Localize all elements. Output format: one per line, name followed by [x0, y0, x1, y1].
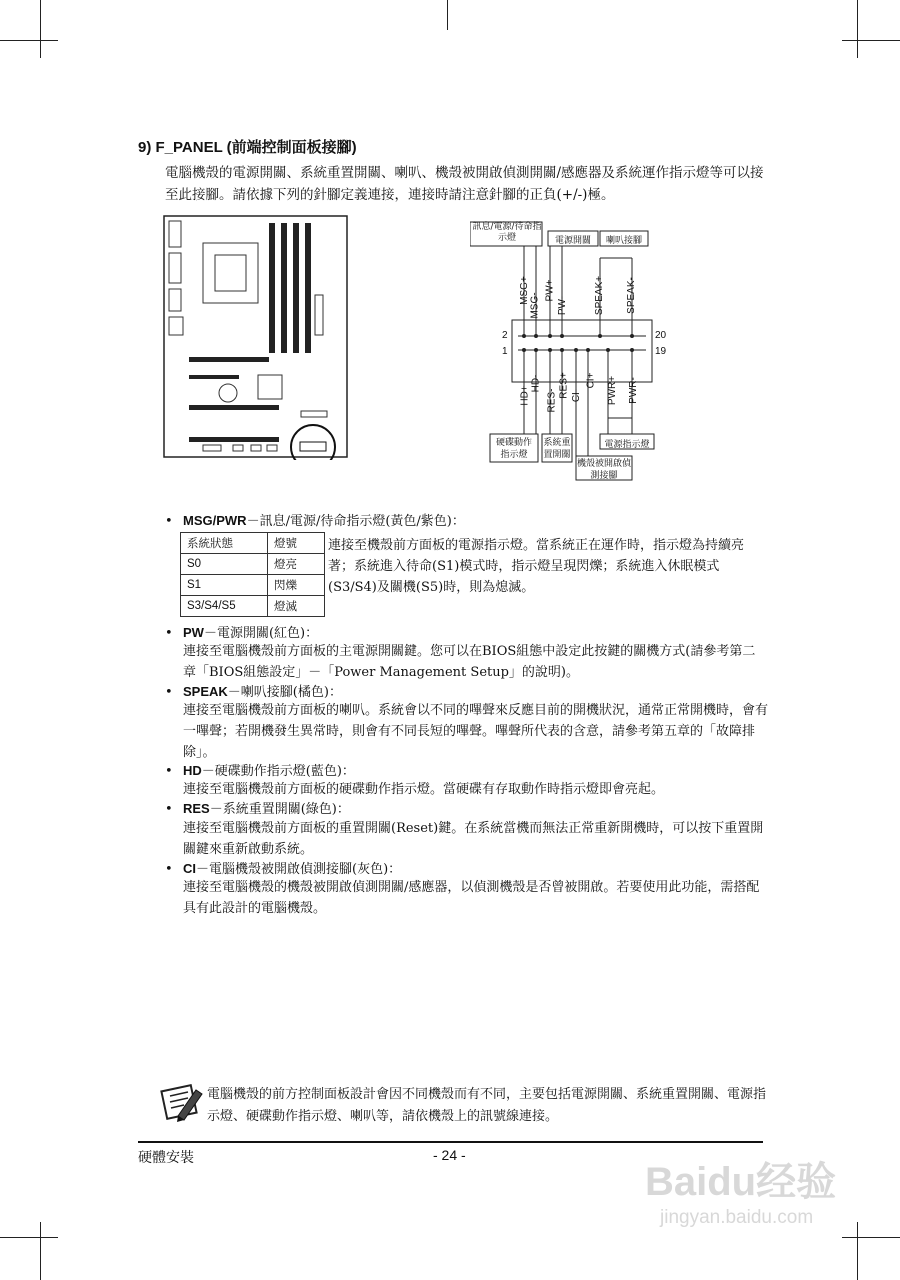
pw-description: 連接至電腦機殼前方面板的主電源開關鍵。您可以在BIOS組態中設定此按鍵的關機方式(請參考第二章「BIOS組態設定」－「Power Management Setup」的說明)。 — [183, 644, 756, 680]
table-cell: 燈亮 — [268, 554, 325, 575]
note-text: 電腦機殼的前方控制面板設計會因不同機殼而有不同，主要包括電源開關、系統重置開關、電源指示燈、硬碟動作指示燈、喇叭等，請依機殼上的訊號線連接。 — [207, 1087, 767, 1124]
top-box-label-msg: 訊息/電源/待命指示燈 — [472, 222, 542, 243]
crop-mark — [842, 40, 900, 41]
bottom-box-label-pwr: 電源指示燈 — [604, 440, 650, 450]
watermark-brand: Baidu经验 — [645, 1160, 837, 1204]
crop-mark — [40, 0, 41, 58]
pin-label-speak-minus: SPEAK- — [625, 277, 637, 314]
pin-label-ci-minus: CI- — [571, 388, 583, 403]
table-header-cell: 系統狀態 — [181, 533, 268, 554]
ci-description: 連接至電腦機殼的機殼被開啟偵測開關/感應器，以偵測機殼是否曾被開啟。若要使用此功能，需搭配具有此設計的電腦機殼。 — [183, 880, 760, 916]
note-pencil-icon — [160, 1080, 204, 1124]
pin-label-hd-minus: HD- — [530, 374, 542, 393]
bullet-dot: • — [165, 685, 173, 700]
bottom-box-label-hd: 硬碟動作指示燈 — [495, 438, 532, 460]
msg-pwr-description: 連接至機殼前方面板的電源指示燈。當系統正在運作時，指示燈為持續亮著；系統進入待命(S1)模式時，指示燈呈現閃爍；系統進入休眠模式(S3/S4)及關機(S5)時，則為熄滅。 — [328, 538, 745, 595]
row-label-19: 19 — [655, 346, 667, 357]
top-box-label-speak: 喇叭接腳 — [605, 236, 642, 246]
res-title: －系統重置開關(綠色)： — [209, 802, 350, 817]
row-label-1: 1 — [502, 346, 508, 357]
row-label-20: 20 — [655, 330, 667, 341]
crop-mark — [0, 40, 58, 41]
section-heading: 9) F_PANEL (前端控制面板接腳) — [138, 139, 357, 156]
speak-title: －喇叭接腳(橘色)： — [227, 685, 342, 700]
table-cell: S3/S4/S5 — [181, 596, 268, 617]
msg-pwr-heading — [165, 511, 465, 532]
hd-keyword: HD — [183, 763, 202, 778]
pin-label-msg-plus: MSG+ — [518, 276, 530, 305]
pin-label-hd-plus: HD+ — [519, 385, 531, 406]
table-cell: S1 — [181, 575, 268, 596]
pin-label-res-minus: RES- — [546, 388, 558, 413]
bullet-dot: • — [165, 514, 173, 529]
pw-keyword: PW — [183, 625, 204, 640]
table-header-cell: 燈號 — [268, 533, 325, 554]
bullet-dot: • — [165, 862, 173, 877]
intro-paragraph: 電腦機殼的電源開關、系統重置開關、喇叭、機殼被開啟偵測開關/感應器及系統運作指示燈等可以接至此接腳。請依據下列的針腳定義連接，連接時請注意針腳的正負(+/-)極。 — [165, 165, 764, 203]
footer-chapter-title: 硬體安裝 — [138, 1150, 194, 1166]
crop-register — [447, 0, 448, 30]
ci-keyword: CI — [183, 861, 196, 876]
table-header-row — [181, 533, 325, 554]
pin-label-pw-plus: PW+ — [544, 279, 556, 302]
hd-description: 連接至電腦機殼前方面板的硬碟動作指示燈。當硬碟有存取動作時指示燈即會亮起。 — [183, 782, 665, 797]
baidu-watermark — [645, 1150, 875, 1260]
pin-label-pwr-minus: PWR- — [627, 377, 639, 404]
res-description: 連接至電腦機殼前方面板的重置開關(Reset)鍵。在系統當機而無法正常重新開機時，可以按下重置開關鍵來重新啟動系統。 — [183, 821, 764, 857]
led-status-table — [180, 532, 325, 617]
bullet-dot: • — [165, 764, 173, 779]
pin-label-speak-plus: SPEAK+ — [594, 275, 606, 316]
pin-label-pw-minus: PW- — [557, 295, 569, 316]
motherboard-diagram — [163, 215, 348, 460]
speak-keyword: SPEAK — [183, 684, 228, 699]
table-cell: S0 — [181, 554, 268, 575]
crop-mark — [857, 0, 858, 58]
ci-title: －電腦機殼被開啟偵測接腳(灰色)： — [196, 862, 402, 877]
bottom-box-label-ci: 機殼被開啟偵測接腳 — [577, 459, 632, 481]
table-row — [181, 554, 325, 575]
msg-pwr-keyword: MSG/PWR — [183, 513, 247, 528]
table-row — [181, 596, 325, 617]
crop-mark — [0, 1237, 58, 1238]
table-cell: 閃爍 — [268, 575, 325, 596]
pin-label-msg-minus: MSG- — [529, 292, 541, 319]
bottom-box-label-res: 系統重置開關 — [543, 438, 571, 460]
top-box-label-pw: 電源開關 — [554, 236, 591, 246]
bullet-dot: • — [165, 626, 173, 641]
hd-title: －硬碟動作指示燈(藍色)： — [201, 764, 355, 779]
pin-label-res-plus: RES+ — [558, 372, 570, 399]
res-keyword: RES — [183, 801, 210, 816]
table-row — [181, 575, 325, 596]
watermark-url: jingyan.baidu.com — [660, 1207, 814, 1228]
page-number: - 24 - — [433, 1147, 466, 1163]
msg-pwr-title: －訊息/電源/待命指示燈(黃色/紫色)： — [246, 514, 465, 529]
pin-label-ci-plus: CI+ — [585, 372, 597, 389]
row-label-2: 2 — [502, 330, 508, 341]
crop-mark — [40, 1222, 41, 1280]
speak-description: 連接至電腦機殼前方面板的喇叭。系統會以不同的嗶聲來反應目前的開機狀況，通常正常開機時，會有一嗶聲；若開機發生異常時，則會有不同長短的嗶聲。嗶聲所代表的含意，請參考第五章的「故障排除」。 — [183, 703, 769, 760]
bullet-dot: • — [165, 802, 173, 817]
res-heading — [165, 799, 350, 820]
table-cell: 燈滅 — [268, 596, 325, 617]
footer-divider — [138, 1141, 763, 1143]
pw-title: －電源開關(紅色)： — [203, 626, 319, 641]
pin-label-pwr-plus: PWR+ — [607, 375, 619, 406]
